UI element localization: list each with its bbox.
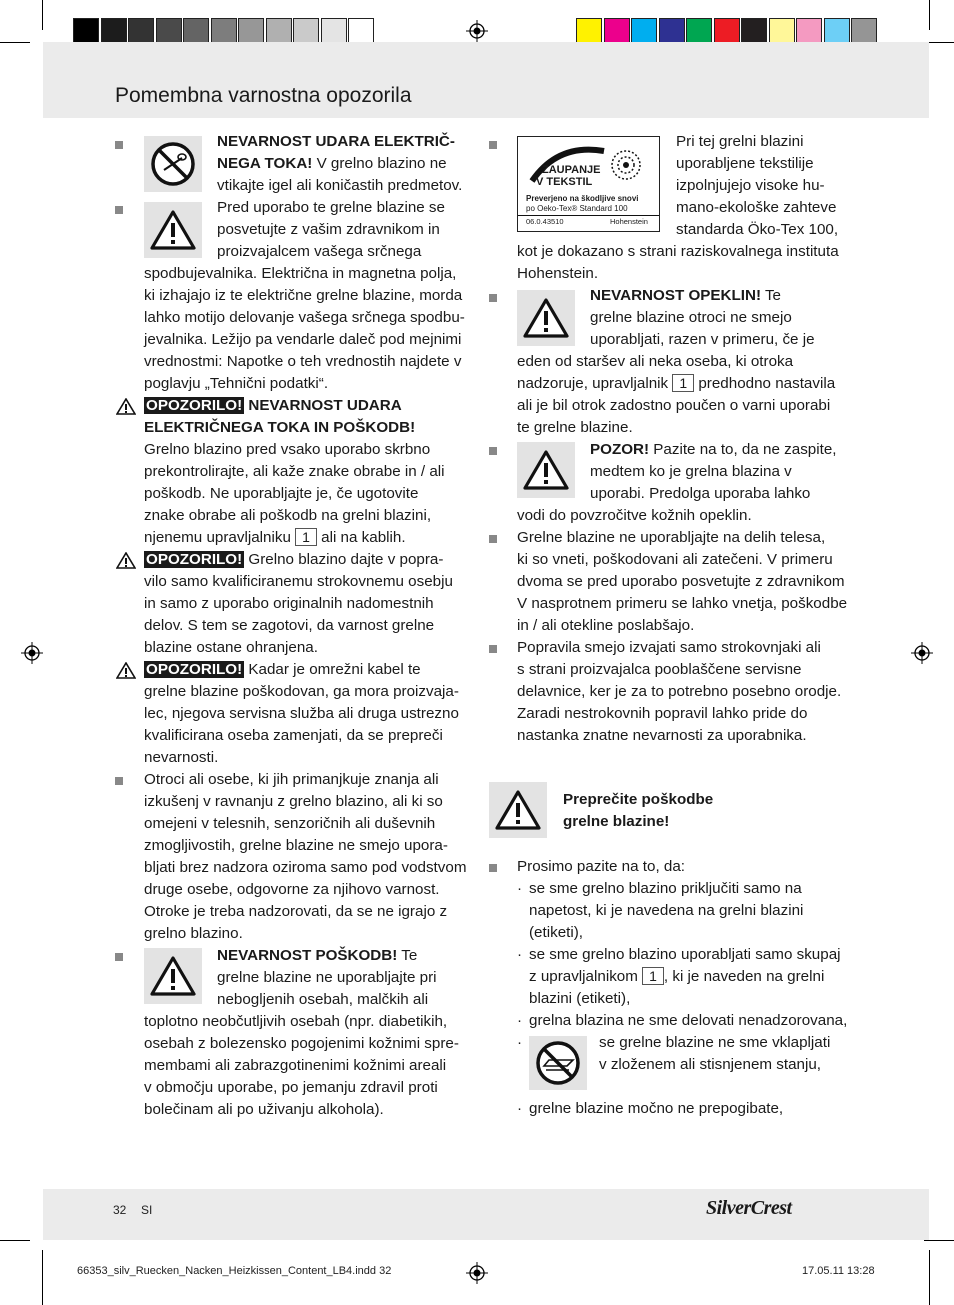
text-line: in / ali otekline poslabšajo. — [517, 617, 695, 634]
oeko-text: 06.0.43510 — [526, 217, 564, 226]
text-line: ki izhajajo iz te električne grelne blazine, morda — [144, 287, 463, 304]
text-line: poškodb. Ne uporabljajte je, če ugotovite — [144, 485, 419, 502]
bullet — [115, 141, 123, 149]
text-line: mano-ekološke zahteve — [676, 199, 837, 216]
caution-heading: POZOR! Pazite na to, da ne zaspite, — [590, 441, 837, 458]
crop-mark — [0, 1240, 30, 1241]
text-line: omejeni v telesnih, senzoričnih ali duševnih — [144, 815, 436, 832]
page-title: Pomembna varnostna opozorila — [115, 84, 412, 107]
text-line: Otroke je treba nadzorovati, da se ne igrajo z — [144, 903, 448, 920]
bullet — [489, 294, 497, 302]
text-line: membami ali zabrazgotinenimi kožnimi areali — [144, 1057, 447, 1074]
warning-triangle-icon — [517, 442, 575, 498]
text-line: ELEKTRIČNEGA TOKA IN POŠKODB! — [144, 419, 416, 436]
text-line: Hohenstein. — [517, 265, 599, 282]
text-line: grelne blazine otroci ne smejo — [590, 309, 792, 326]
bullet — [489, 535, 497, 543]
text-line: (etiketi), — [529, 924, 584, 941]
text-line: Zaradi nestrokovnih popravil lahko pride do — [517, 705, 808, 722]
text-line: Prosimo pazite na to, da: — [517, 858, 685, 875]
text-line: dvoma se pred uporabo posvetujte z zdravnikom — [517, 573, 845, 590]
text-line: napetost, ki je navedena na grelni blazini — [529, 902, 804, 919]
text-line: nadzoruje, upravljalnik 1 predhodno nastavila — [517, 375, 836, 392]
text-line: medtem ko je grelna blazina v — [590, 463, 792, 480]
text-line: Pred uporabo te grelne blazine se — [217, 199, 445, 216]
text-line: zmogljivostih, grelne blazine ne smejo upora- — [144, 837, 448, 854]
registration-mark-icon — [466, 1262, 488, 1284]
text-line: znake obrabe ali poškodb na grelni blazini, — [144, 507, 432, 524]
text-line: s strani proizvajalca pooblaščene servisne — [517, 661, 802, 678]
text-line: nebogljenih osebah, malčkih ali — [217, 991, 429, 1008]
dash-bullet: · — [517, 1012, 523, 1029]
text-line: prekontrolirajte, ali kaže znake obrabe in / ali — [144, 463, 445, 480]
crop-mark — [924, 1240, 954, 1241]
bullet — [489, 447, 497, 455]
text-line: eden od staršev ali neka oseba, ki otroka — [517, 353, 794, 370]
footer-band — [43, 1189, 929, 1240]
text-line: kot je dokazano s strani raziskovalnega instituta — [517, 243, 839, 260]
warning-electric-injury: OPOZORILO! NEVARNOST UDARA — [146, 397, 402, 414]
text-line: nevarnosti. — [144, 749, 219, 766]
no-folding-icon — [529, 1036, 587, 1090]
text-line: lahko motijo delovanje vašega srčnega spodbu- — [144, 309, 465, 326]
warning-triangle-icon — [144, 948, 202, 1004]
text-line: standarda Öko-Tex 100, — [676, 221, 839, 238]
text-line: poglavju „Tehnični podatki“. — [144, 375, 329, 392]
text-line: ki so vneti, poškodovani ali zatečeni. V primeru — [517, 551, 833, 568]
bullet — [115, 777, 123, 785]
text-line: Grelno blazino pred vsako uporabo skrbno — [144, 441, 431, 458]
oeko-text: Hohenstein — [610, 217, 648, 226]
text-line: izpolnjujejo visoke hu- — [676, 177, 825, 194]
crop-mark — [929, 1250, 930, 1305]
dash-bullet: · — [517, 1034, 523, 1051]
text-line: vrednostmi: Napotke o teh vrednostih najdete v — [144, 353, 462, 370]
oeko-text: Preverjeno na škodljive snovi — [526, 194, 639, 203]
small-warning-icon — [116, 662, 136, 679]
text-line: blazine ostane ohranjena. — [144, 639, 318, 656]
text-line: posvetujte z vašim zdravnikom in — [217, 221, 440, 238]
bullet — [115, 953, 123, 961]
text-line: grelne blazine poškodovan, ga mora proizvaja- — [144, 683, 459, 700]
no-needles-icon — [144, 136, 202, 192]
text-line: z upravljalnikom 1 , ki je naveden na grelni — [529, 968, 825, 985]
warning-cable: OPOZORILO! Kadar je omrežni kabel te — [146, 661, 421, 678]
dash-bullet: · — [517, 1100, 523, 1117]
text-line: grelne blazine ne uporabljajte pri — [217, 969, 437, 986]
text-line: bljati brez nadzora oziroma samo pod vodstvom — [144, 859, 467, 876]
crop-mark — [42, 1250, 43, 1305]
registration-mark-icon — [911, 642, 933, 664]
text-line: vodi do povzročitve kožnih opeklin. — [517, 507, 752, 524]
warning-triangle-icon — [489, 782, 547, 838]
text-line: Popravila smejo izvajati samo strokovnjaki ali — [517, 639, 821, 656]
oeko-text: po Oeko-Tex® Standard 100 — [526, 204, 628, 213]
text-line: proizvajalcem vašega srčnega — [217, 243, 422, 260]
crop-mark — [929, 0, 930, 30]
controller-ref-box: 1 — [672, 374, 694, 392]
divider — [518, 215, 659, 216]
small-warning-icon — [116, 398, 136, 415]
text-line: druge osebe, odgovorne za njihovo varnost. — [144, 881, 440, 898]
text-line: nastanka znatne nevarnosti za uporabnika. — [517, 727, 807, 744]
text-line: izkušenj v ravnanju z grelno blazino, ali ki so — [144, 793, 443, 810]
text-line: blazini (etiketi), — [529, 990, 631, 1007]
text-line: spodbujevalnika. Električna in magnetna polja, — [144, 265, 457, 282]
registration-mark-icon — [466, 20, 488, 42]
text-line: delov. S tem se zagotovi, da varnost grelne — [144, 617, 435, 634]
section-heading: Preprečite poškodbe — [563, 791, 714, 808]
text-line: vtikajte igel ali koničastih predmetov. — [217, 177, 463, 194]
text-line: ali je bil otrok zadostno poučen o varni uporabi — [517, 397, 831, 414]
text-line: v zloženem ali stisnjenem stanju, — [599, 1056, 822, 1073]
text-line: Pri tej grelni blazini — [676, 133, 804, 150]
oeko-tex-label — [517, 136, 660, 232]
controller-ref-box: 1 — [295, 528, 317, 546]
text-line: toplotno neobčutljivih osebah (npr. diabetikih, — [144, 1013, 448, 1030]
controller-ref-box: 1 — [642, 967, 664, 985]
bullet — [115, 206, 123, 214]
language-code: SI — [141, 1203, 153, 1217]
warning-repair: OPOZORILO! Grelno blazino dajte v popra- — [146, 551, 444, 568]
text-line: njenemu upravljalniku 1 ali na kablih. — [144, 529, 406, 546]
text-line: uporabljati, razen v primeru, če je — [590, 331, 815, 348]
text-line: lec, njegova servisna služba ali druga ustrezno — [144, 705, 459, 722]
text-line: v območju uporabe, po jemanju zdravil proti — [144, 1079, 438, 1096]
text-line: kvalificirana oseba zamenjati, da se prepreči — [144, 727, 443, 744]
text-line: bolečinam ali po uživanju alkohola). — [144, 1101, 384, 1118]
danger-electric-heading: NEVARNOST UDARA ELEKTRIČ- — [217, 133, 455, 150]
text-line: in samo z uporabo originalnih nadomestnih — [144, 595, 434, 612]
danger-injury-heading: NEVARNOST POŠKODB! Te — [217, 947, 418, 964]
text-line: grelna blazina ne sme delovati nenadzorovana, — [529, 1012, 848, 1029]
text-line: NEGA TOKA! V grelno blazino ne — [217, 155, 447, 172]
text-line: se sme grelno blazino uporabljati samo skupaj — [529, 946, 841, 963]
text-line: grelno blazino. — [144, 925, 243, 942]
small-warning-icon — [116, 552, 136, 569]
text-line: uporabljene tekstilije — [676, 155, 814, 172]
text-line: te grelne blazine. — [517, 419, 633, 436]
text-line: se grelne blazine ne sme vklapljati — [599, 1034, 831, 1051]
bullet — [489, 141, 497, 149]
text-line: osebah z bolezensko pogojenimi kožnimi spre- — [144, 1035, 459, 1052]
warning-triangle-icon — [144, 202, 202, 258]
crop-mark — [0, 42, 30, 43]
text-line: uporabi. Predolga uporaba lahko — [590, 485, 811, 502]
dash-bullet: · — [517, 946, 523, 963]
text-line: Otroci ali osebe, ki jih primanjkuje znanja ali — [144, 771, 439, 788]
brand-logo: SilverCrest — [706, 1197, 792, 1219]
file-slug: 66353_silv_Ruecken_Nacken_Heizkissen_Content_LB4.indd 32 — [77, 1265, 392, 1277]
section-heading: grelne blazine! — [563, 813, 670, 830]
warning-triangle-icon — [517, 290, 575, 346]
danger-burns-heading: NEVARNOST OPEKLIN! Te — [590, 287, 781, 304]
print-date: 17.05.11 13:28 — [802, 1265, 875, 1277]
oeko-text: V TEKSTIL — [536, 176, 593, 188]
text-line: V nasprotnem primeru se lahko vnetja, poškodbe — [517, 595, 848, 612]
text-line: grelne blazine močno ne prepogibate, — [529, 1100, 784, 1117]
text-line: se sme grelno blazino priključiti samo na — [529, 880, 802, 897]
page-number: 32 — [113, 1203, 127, 1217]
crop-mark — [42, 0, 43, 30]
registration-mark-icon — [21, 642, 43, 664]
oeko-text: ZAUPANJE — [542, 164, 601, 176]
text-line: delavnice, ker je za to potrebno posebno orodje. — [517, 683, 842, 700]
text-line: jevalnika. Ležijo pa vendarle daleč pod mejnimi — [144, 331, 462, 348]
bullet — [489, 645, 497, 653]
text-line: Grelne blazine ne uporabljajte na delih telesa, — [517, 529, 826, 546]
text-line: vilo samo kvalificiranemu strokovnemu osebju — [144, 573, 453, 590]
dash-bullet: · — [517, 880, 523, 897]
bullet — [489, 864, 497, 872]
